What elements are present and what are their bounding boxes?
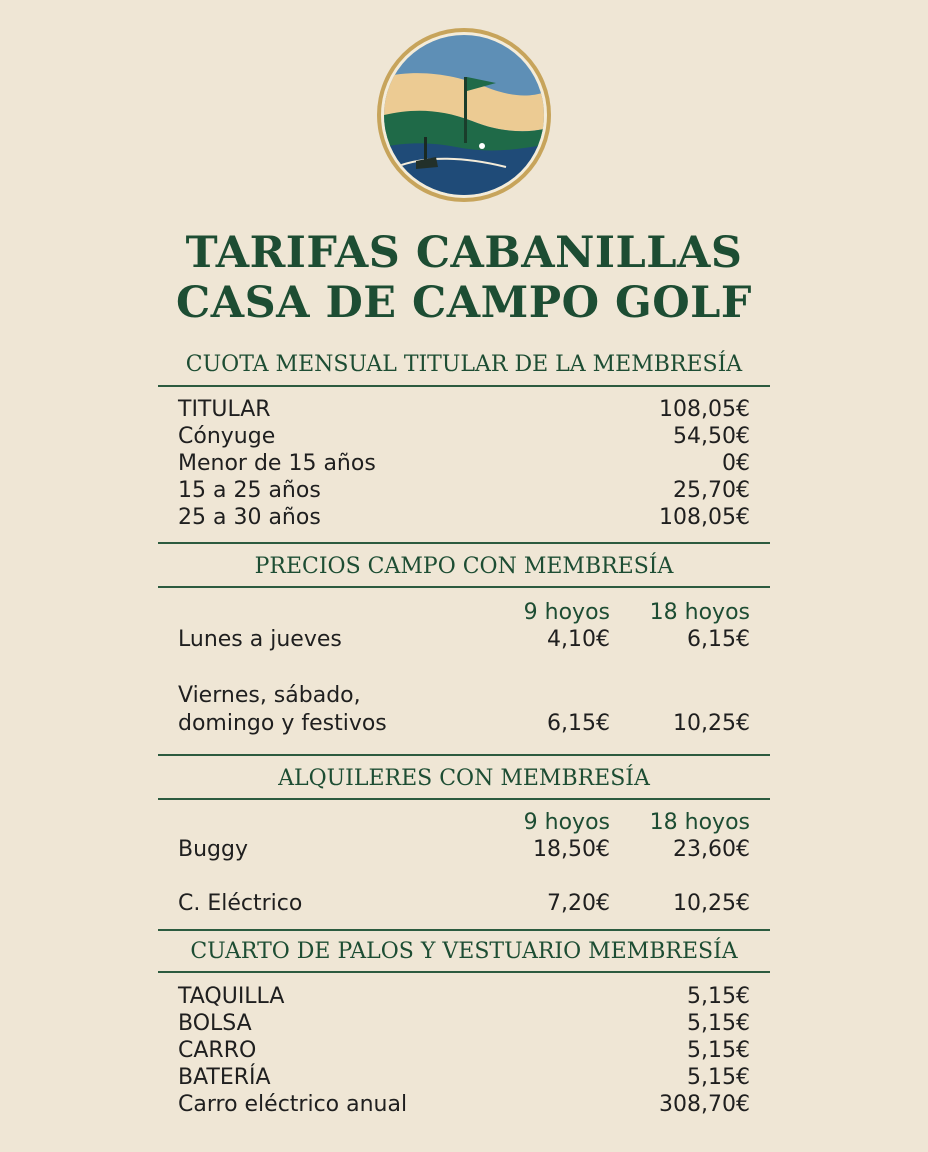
row-price: 0€ xyxy=(722,451,750,476)
price-row xyxy=(178,1010,750,1037)
price-row xyxy=(178,1091,750,1118)
price-18-hoyos: 23,60€ xyxy=(673,837,750,862)
row-label: Carro eléctrico anual xyxy=(178,1092,408,1117)
price-row xyxy=(178,836,750,863)
price-row xyxy=(178,396,750,423)
section-divider xyxy=(158,929,770,931)
price-9-hoyos: 7,20€ xyxy=(547,891,610,916)
column-header-9-hoyos: 9 hoyos xyxy=(523,810,610,835)
row-label: 25 a 30 años xyxy=(178,505,321,530)
section-divider xyxy=(158,385,770,387)
row-price: 5,15€ xyxy=(687,984,750,1009)
row-price: 5,15€ xyxy=(687,1065,750,1090)
row-label: domingo y festivos xyxy=(178,711,387,736)
column-header-18-hoyos: 18 hoyos xyxy=(649,600,750,625)
section-heading-alquileres: ALQUILERES CON MEMBRESÍA xyxy=(278,766,650,791)
row-price: 108,05€ xyxy=(659,505,750,530)
row-price: 5,15€ xyxy=(687,1011,750,1036)
price-row xyxy=(178,626,750,653)
row-label: Viernes, sábado, xyxy=(178,683,361,708)
price-row xyxy=(178,423,750,450)
price-9-hoyos: 6,15€ xyxy=(547,711,610,736)
row-label: C. Eléctrico xyxy=(178,891,303,916)
row-price: 308,70€ xyxy=(659,1092,750,1117)
row-label: BATERÍA xyxy=(178,1065,271,1090)
row-label: Menor de 15 años xyxy=(178,451,376,476)
price-row xyxy=(178,1064,750,1091)
section-divider xyxy=(158,754,770,756)
row-label: CARRO xyxy=(178,1038,257,1063)
row-label: TAQUILLA xyxy=(178,984,285,1009)
column-headers xyxy=(178,599,750,626)
section-heading-cuota: CUOTA MENSUAL TITULAR DE LA MEMBRESÍA xyxy=(185,352,743,377)
row-price: 25,70€ xyxy=(673,478,750,503)
row-label: Buggy xyxy=(178,837,248,862)
row-label: Lunes a jueves xyxy=(178,627,342,652)
price-row xyxy=(178,450,750,477)
row-label: BOLSA xyxy=(178,1011,252,1036)
page-title-line-1: TARIFAS CABANILLAS xyxy=(185,228,743,278)
row-label: Cónyuge xyxy=(178,424,276,449)
price-row xyxy=(178,1037,750,1064)
section-divider xyxy=(158,971,770,973)
price-9-hoyos: 4,10€ xyxy=(547,627,610,652)
section-heading-campo: PRECIOS CAMPO CON MEMBRESÍA xyxy=(254,554,674,579)
price-row xyxy=(178,477,750,504)
page-title-line-2: CASA DE CAMPO GOLF xyxy=(176,278,752,328)
row-label-line xyxy=(178,682,750,709)
price-18-hoyos: 10,25€ xyxy=(673,891,750,916)
column-headers xyxy=(178,809,750,836)
section-heading-cuarto: CUARTO DE PALOS Y VESTUARIO MEMBRESÍA xyxy=(190,939,738,964)
section-divider xyxy=(158,798,770,800)
row-price: 5,15€ xyxy=(687,1038,750,1063)
column-header-9-hoyos: 9 hoyos xyxy=(523,600,610,625)
row-price: 54,50€ xyxy=(673,424,750,449)
price-row xyxy=(178,710,750,737)
row-price: 108,05€ xyxy=(659,397,750,422)
price-18-hoyos: 10,25€ xyxy=(673,711,750,736)
price-row xyxy=(178,504,750,531)
price-row xyxy=(178,983,750,1010)
section-divider xyxy=(158,586,770,588)
column-header-18-hoyos: 18 hoyos xyxy=(649,810,750,835)
golf-flag-logo-icon xyxy=(376,27,552,203)
price-18-hoyos: 6,15€ xyxy=(687,627,750,652)
row-label: TITULAR xyxy=(178,397,271,422)
row-label: 15 a 25 años xyxy=(178,478,321,503)
price-9-hoyos: 18,50€ xyxy=(533,837,610,862)
section-divider xyxy=(158,542,770,544)
price-row xyxy=(178,890,750,917)
